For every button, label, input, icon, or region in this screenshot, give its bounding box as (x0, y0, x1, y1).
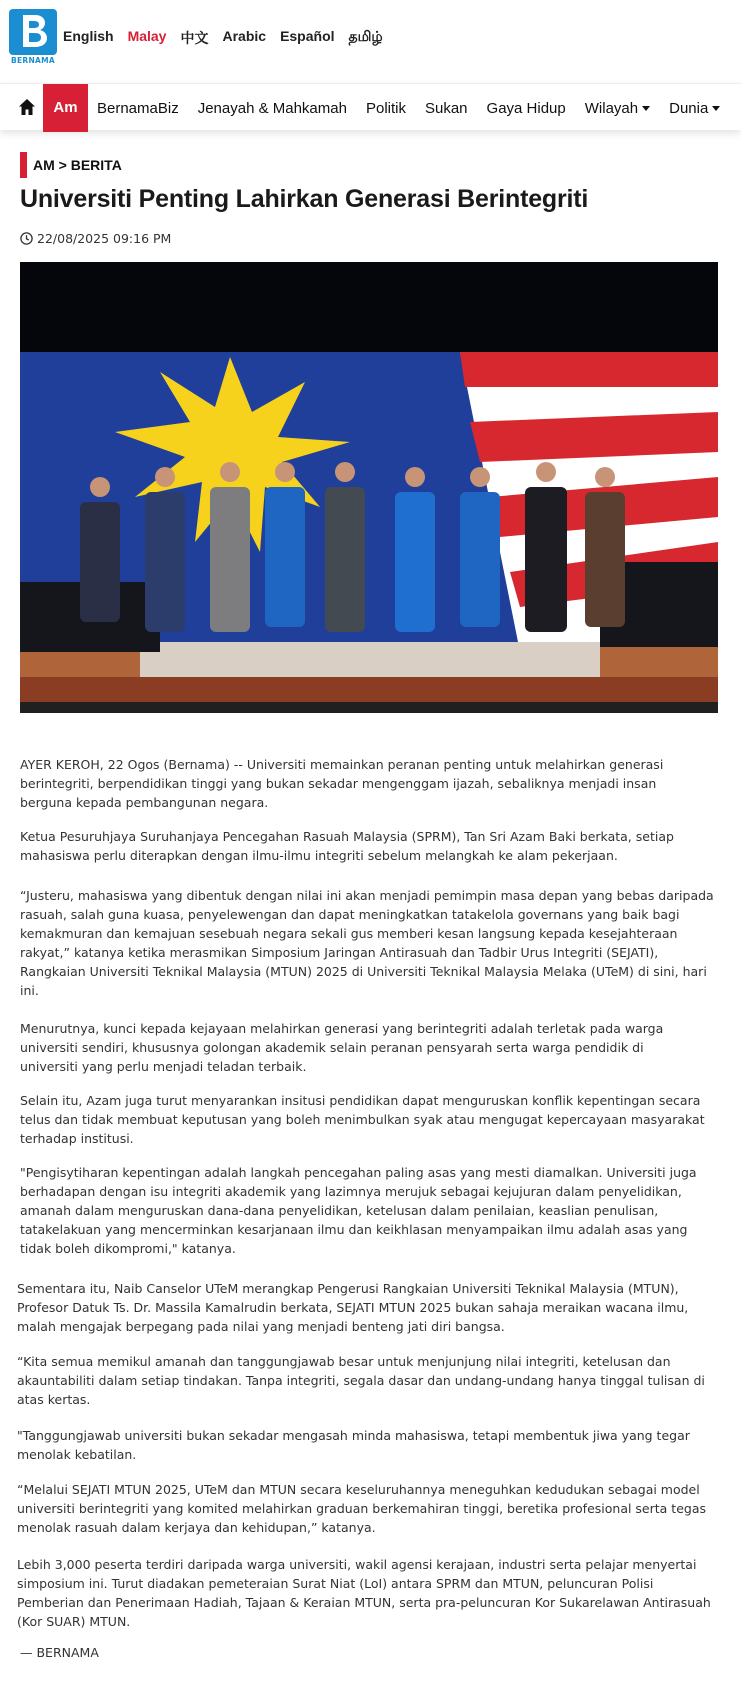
breadcrumb (20, 152, 122, 178)
article-byline: — BERNAMA (20, 1645, 99, 1660)
chevron-down-icon (642, 106, 650, 111)
lang-english[interactable]: English (63, 28, 114, 44)
nav-item-wilayah-label: Wilayah (584, 99, 639, 117)
article-paragraph: Ketua Pesuruhjaya Suruhanjaya Pencegahan Rasuah Malaysia (SPRM), Tan Sri Azam Baki berkata, setiap mahasiswa perlu diterapkan dengan ilmu-ilmu integriti sebelum melangkah ke alam pekerjaan. (20, 829, 674, 863)
article-paragraph: “Kita semua memikul amanah dan tanggungjawab besar untuk menjunjung nilai integriti, ketelusan dan akauntabiliti dalam setiap tindakan. Tanpa integriti, segala dasar dan undang-undang hanya tinggal tulisan di atas kertas. (17, 1354, 705, 1407)
nav-item-gaya-hidup[interactable]: Gaya Hidup (486, 99, 566, 117)
lang-malay[interactable]: Malay (127, 28, 167, 44)
article-paragraph: Lebih 3,000 peserta terdiri daripada warga universiti, wakil agensi kerajaan, industri serta pelajar menyertai simposium ini. Turut diadakan pemeteraian Surat Niat (LoI) antara SPRM dan MTUN, peluncuran Polisi Pemberian dan Penerimaan Hadiah, Tajaan & Keraian MTUN, serta pra-peluncuran Kor Sukarelawan Antirasuah (Kor SUAR) MTUN. (17, 1557, 711, 1629)
lang-espanol[interactable]: Español (280, 28, 335, 44)
article-date (20, 231, 171, 246)
lang-arabic[interactable]: Arabic (222, 28, 267, 44)
chevron-down-icon (712, 106, 720, 111)
article-photo (20, 262, 718, 713)
breadcrumb-accent-bar (20, 152, 27, 178)
language-switcher (63, 28, 397, 48)
nav-item-dunia[interactable] (669, 100, 720, 117)
nav-item-sukan[interactable]: Sukan (424, 99, 468, 117)
nav-item-jenayah-mahkamah[interactable]: Jenayah & Mahkamah (197, 99, 347, 117)
nav-item-bernamabiz[interactable]: BernamaBiz (97, 99, 179, 117)
lang-chinese[interactable]: 中文 (180, 30, 209, 46)
article-datetime: 22/08/2025 09:16 PM (37, 231, 172, 246)
home-icon[interactable] (18, 98, 36, 116)
nav-item-dunia-label: Dunia (669, 99, 709, 117)
article-paragraph: "Tanggungjawab universiti bukan sekadar mengasah minda mahasiswa, tetapi membentuk jiwa yang tegar menolak kebatilan. (17, 1428, 690, 1462)
article-paragraph: “Justeru, mahasiswa yang dibentuk dengan nilai ini akan menjadi pemimpin masa depan yang bebas daripada rasuah, salah guna kuasa, penyelewengan dan dapat meningkatkan tatakelola governans yang baik bagi kemakmuran dan kemajuan sesebuah negara sekali gus memberi kesan langsung kepada kesejahteraan rakyat,” katanya ketika merasmikan Simposium Jaringan Antirasuah dan Tadbir Urus Integriti (SEJATI), Rangkaian Universiti Teknikal Malaysia (MTUN) 2025 di Universiti Teknikal Malaysia Melaka (UTeM) di sini, hari ini. (20, 888, 714, 998)
bernama-logo[interactable] (9, 9, 57, 65)
main-nav (0, 83, 741, 130)
article-paragraph: Selain itu, Azam juga turut menyarankan insitusi pendidikan dapat menguruskan konflik kepentingan secara telus dan tidak membuat keputusan yang boleh menimbulkan syak atau mengugat kepercayaan masyarakat terhadap institusi. (20, 1093, 705, 1146)
logo-mark-icon (9, 9, 57, 55)
article-title: Universiti Penting Lahirkan Generasi Berintegriti (20, 185, 589, 213)
lang-tamil[interactable]: தமிழ் (348, 28, 383, 44)
logo-text: BERNAMA (10, 56, 56, 65)
nav-item-am[interactable]: Am (43, 84, 88, 132)
article-paragraph: “Melalui SEJATI MTUN 2025, UTeM dan MTUN secara keseluruhannya meneguhkan kedudukan sebagai model universiti berintegriti yang komited melahirkan graduan berkemahiran tinggi, beretika profesional serta tegas menolak rasuah dalam kerjaya dan kehidupan,” katanya. (17, 1482, 706, 1535)
clock-icon (20, 232, 33, 245)
nav-item-wilayah[interactable] (585, 100, 650, 117)
article-paragraph: Menurutnya, kunci kepada kejayaan melahirkan generasi yang berintegriti adalah terletak pada warga universiti sendiri, khususnya golongan akademik selain peranan pensyarah serta warga pendidik di universiti yang perlu menjadi teladan terbaik. (20, 1021, 664, 1074)
top-header (0, 0, 741, 78)
nav-item-politik[interactable]: Politik (365, 99, 406, 117)
article-paragraph: AYER KEROH, 22 Ogos (Bernama) -- Universiti memainkan peranan penting untuk melahirkan generasi berintegriti, berpendidikan tinggi yang bukan sekadar mengenggam ijazah, sebaliknya menjadi insan berguna kepada pembangunan negara. (20, 757, 664, 810)
article-paragraph: Sementara itu, Naib Canselor UTeM merangkap Pengerusi Rangkaian Universiti Teknikal Malaysia (MTUN), Profesor Datuk Ts. Dr. Massila Kamalrudin berkata, SEJATI MTUN 2025 bukan sahaja meraikan wacana ilmu, malah mengajak berpegang pada nilai yang menjadi benteng jati diri bangsa. (17, 1281, 689, 1334)
article-paragraph: "Pengisytiharan kepentingan adalah langkah pencegahan paling asas yang mesti diamalkan. Universiti juga berhadapan dengan isu integriti akademik yang lazimnya merujuk sebagai kejujuran dalam penyelidikan, amanah dalam menguruskan dana-dana penyelidikan, ketelusan dalam penilaian, keaslian penulisan, tatakelakuan yang mencerminkan kesarjanaan ilmu dan keikhlasan menyampaikan ilmu adalah asas yang tidak boleh dikompromi," katanya. (20, 1165, 697, 1256)
breadcrumb-text[interactable]: AM > BERITA (33, 157, 122, 173)
